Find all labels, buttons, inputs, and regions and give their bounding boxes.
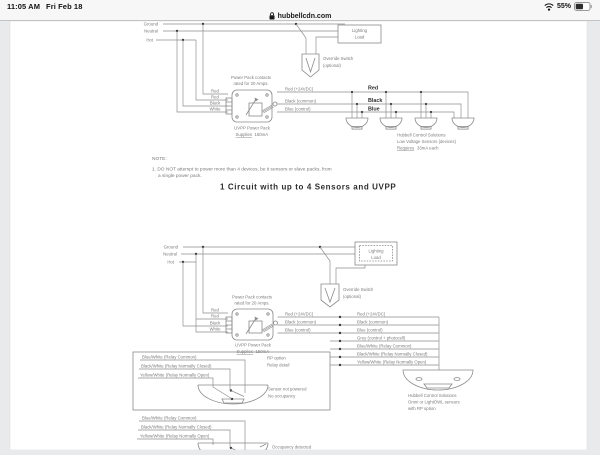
url-text: hubbellcdn.com <box>277 12 332 20</box>
wire-black: Black <box>209 100 221 106</box>
occupancy-detected: Occupancy detected <box>272 444 312 450</box>
wire-red-1: Red <box>211 88 219 94</box>
harness-relay-no: Yellow/White (Relay Normally Open) <box>357 359 427 365</box>
ground-label: Ground <box>143 21 158 27</box>
wire-red-2b: Red <box>211 313 219 319</box>
wire-black-b: Black <box>209 320 221 326</box>
relay2-no: Yellow/White (Relay Normally Open) <box>140 433 210 439</box>
pack-contacts-2: rated for 20 Amps. <box>233 81 269 86</box>
out-red-label-2: Red (+24VDC) <box>285 311 314 317</box>
sensor-not-powered: Sensor not powered <box>268 386 307 392</box>
out-black-label: Black (common) <box>285 98 317 104</box>
note-line-2: a single power pack. <box>158 174 202 179</box>
wire-red-2: Red <box>211 94 219 100</box>
svg-text:Load: Load <box>354 34 365 40</box>
harness-relay-common: Blue/White (Relay Common) <box>357 343 412 349</box>
bus-blue-label: Blue <box>368 106 380 113</box>
document-viewport[interactable] <box>0 21 600 450</box>
url-bar[interactable] <box>0 11 600 21</box>
pack-current-2: 150mA <box>255 349 270 354</box>
omni-caption-3: with RP option <box>408 406 436 411</box>
bus-black-label: Black <box>368 98 383 104</box>
harness-black: Black (common) <box>357 319 389 325</box>
out-blue-label-2: Blue (control) <box>285 327 311 333</box>
relay1-no: Yellow/White (Relay Normally Open) <box>140 372 210 378</box>
relay1-nc: Black/White (Relay Normally Closed) <box>141 363 212 369</box>
ground-label-2: Ground <box>163 244 178 250</box>
override-switch-label-2: Override Switch <box>343 287 374 292</box>
rp-option-label: RP option <box>267 355 286 361</box>
omni-caption-1: Hubbell Control Solutions <box>408 393 457 398</box>
browser-chrome <box>0 0 600 21</box>
out-black-label-2: Black (common) <box>285 319 317 325</box>
neutral-label-2: Neutral <box>163 251 177 257</box>
clock-date: Fri Feb 18 <box>46 2 83 11</box>
harness-red: Red (+24VDC) <box>357 311 386 317</box>
pack-name-2: UVPP Power Pack <box>235 342 271 348</box>
battery-icon <box>574 2 593 11</box>
harness-relay-nc: Black/White (Relay Normally Closed) <box>357 351 428 357</box>
neutral-label: Neutral <box>144 28 158 34</box>
sensors-caption-3b: 33mA each <box>417 145 439 151</box>
wire-white-b: White <box>209 326 221 332</box>
out-red-label: Red (+24VDC) <box>285 86 314 92</box>
battery-percent: 55% <box>556 3 571 10</box>
wifi-icon <box>544 3 554 11</box>
override-switch-label: Override Switch <box>323 56 354 61</box>
relay1-common: Blue/White (Relay Common) <box>142 354 197 360</box>
clock-time: 11:05 AM <box>7 2 41 11</box>
no-occupancy: No occupancy <box>268 393 296 399</box>
sensors-caption-3a: Requires <box>397 145 415 151</box>
svg-text:Load: Load <box>371 255 381 260</box>
sensors-caption-2: Low Voltage Sensors (devices) <box>397 139 456 144</box>
pack-contacts-2b: rated for 20 Amps. <box>234 300 270 306</box>
hot-label-2: Hot <box>167 259 174 265</box>
bus-red-label: Red <box>368 85 379 92</box>
sensors-caption-1: Hubbell Control Solutions <box>397 132 446 138</box>
wire-red-1b: Red <box>211 307 219 313</box>
harness-blue: Blue (control) <box>357 327 383 333</box>
wire-white: White <box>209 106 221 112</box>
pack-contacts-1b: Power Pack contacts <box>231 294 273 300</box>
hot-label: Hot <box>146 37 153 43</box>
override-switch-optional: (optional) <box>323 63 341 68</box>
pack-current: 150mA <box>254 132 269 137</box>
relay2-nc: Black/White (Relay Normally Closed) <box>141 424 212 430</box>
pack-supplies: Supplies <box>235 132 252 137</box>
svg-text:Lighting: Lighting <box>351 28 368 33</box>
pack-name: UVPP Power Pack <box>234 125 270 131</box>
harness-grey: Grey (control + photocell) <box>357 335 406 341</box>
wiring-diagram-page <box>0 21 600 450</box>
omni-caption-2: Omni or LightOWL sensors <box>408 399 460 405</box>
relay-detail-label: Relay detail <box>267 362 290 368</box>
pack-contacts-1: Power Pack contacts <box>230 75 272 80</box>
note-heading: NOTE: <box>152 157 167 162</box>
pack-supplies-2: Supplies <box>236 349 253 354</box>
note-line-1: 1. DO NOT attempt to power more than 4 devices, be it sensors or slave packs, from <box>152 167 332 173</box>
out-blue-label: Blue (control) <box>285 106 311 112</box>
svg-text:Lighting: Lighting <box>368 248 384 254</box>
relay2-common: Blue/White (Relay Common) <box>142 415 197 421</box>
lock-icon <box>269 12 275 20</box>
override-switch-optional-2: (optional) <box>343 294 361 299</box>
section-title: 1 Circuit with up to 4 Sensors and UVPP <box>220 182 397 192</box>
